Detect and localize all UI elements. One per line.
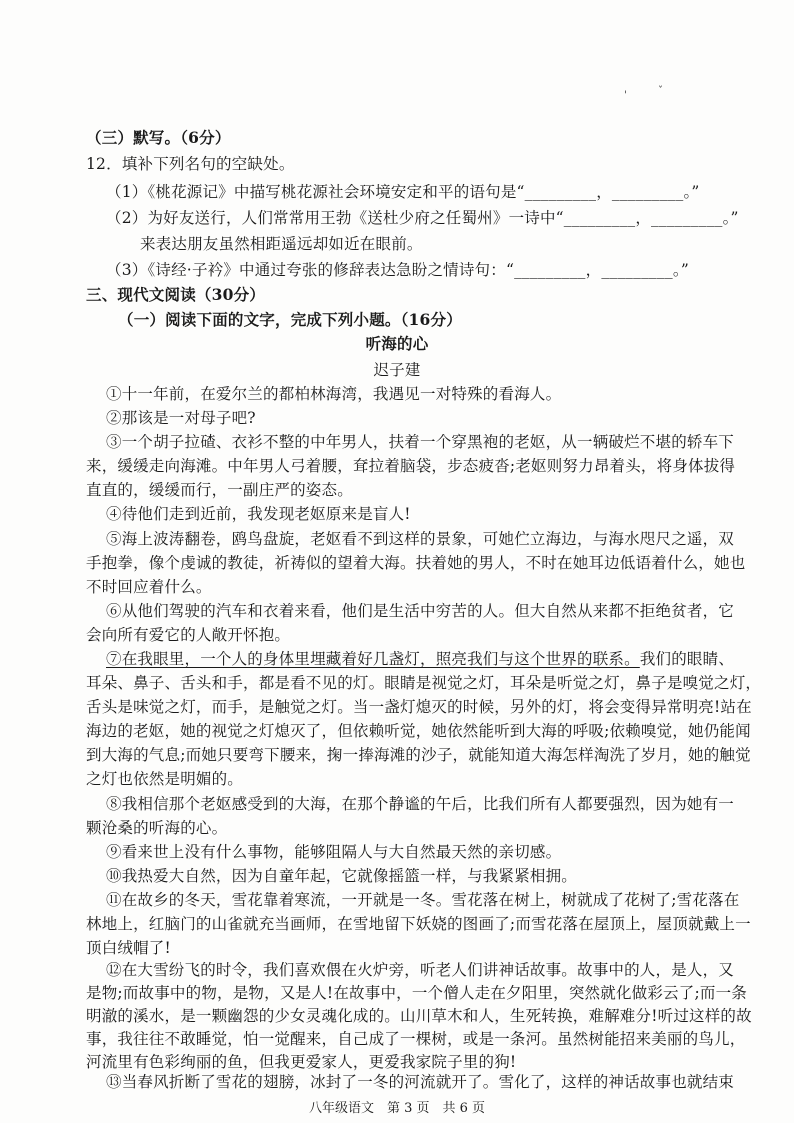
paragraph-12-line-1: ⑫在大雪纷飞的时令，我们喜欢偎在火炉旁，听老人们讲神话故事。故事中的人，是人，又: [106, 961, 735, 979]
paragraph-4-line-1: ④待他们走到近前，我发现老妪原来是盲人!: [106, 505, 411, 523]
paragraph-7-line-6: 之灯也依然是明媚的。: [86, 770, 244, 788]
paragraph-13-line-1: ⑬当春风折断了雪花的翅膀，冰封了一冬的河流就开了。雪化了，这样的神话故事也就结束: [106, 1073, 735, 1091]
page-footer: 八年级语文 第 3 页 共 6 页: [308, 1101, 486, 1116]
paragraph-8-line-1: ⑧我相信那个老妪感受到的大海，在那个静谧的午后，比我们所有人都要强烈，因为她有一: [106, 795, 735, 813]
paragraph-8-line-2: 颗沧桑的听海的心。: [86, 819, 228, 837]
paragraph-12-line-5: 河流里有色彩绚丽的鱼，但我更爱家人，更爱我家院子里的狗!: [86, 1053, 517, 1071]
subsection-heading-1: （一）阅读下面的文字，完成下列小题。（16分）: [118, 310, 462, 329]
paragraph-3-line-3: 直直的，缓缓而行，一副庄严的姿态。: [86, 481, 353, 499]
paragraph-7-line-1: [106, 649, 734, 669]
paragraph-6-line-1: ⑥从他们驾驶的汽车和衣着来看，他们是生活中穷苦的人。但大自然从来都不拒绝贫者，它: [106, 602, 735, 620]
paragraph-3-line-2: 来，缓缓走向海滩。中年男人弓着腰，耷拉着脑袋，步态疲沓;老妪则努力昂着头，将身体拔得: [86, 457, 736, 475]
question-12-item-2: （2）为好友送行，人们常常用王勃《送杜少府之任蜀州》一诗中“_________，_________。”: [106, 209, 739, 227]
paragraph-5-line-1: ⑤海上波涛翻卷，鸥鸟盘旋，老妪看不到这样的景象，可她伫立海边，与海水咫尺之遥，双: [106, 530, 735, 548]
question-12-item-1: （1）《桃花源记》中描写桃花源社会环境安定和平的语句是“_________，_________。”: [106, 183, 700, 201]
paragraph-7-line-5: 到大海的气息;而她只要弯下腰来，掬一捧海滩的沙子，就能知道大海怎样淘洗了岁月，她的触觉: [86, 746, 751, 764]
question-12-item-2-cont: 来表达朋友虽然相距遥远却如近在眼前。: [140, 235, 423, 253]
scan-mark-2: ˇ: [658, 86, 663, 97]
paragraph-1-line-1: ①十一年前，在爱尔兰的都柏林海湾，我遇见一对特殊的看海人。: [106, 385, 562, 403]
article-author: 迟子建: [373, 361, 421, 379]
paragraph-7-line-4: 海边的老妪，她的视觉之灯熄灭了，但依赖听觉，她依然能听到大海的呼吸;依赖嗅觉，她仍能闻: [86, 722, 751, 740]
paragraph-11-line-1: ⑪在故乡的冬天，雪花靠着寒流，一开就是一冬。雪花落在树上，树就成了花树了;雪花落在: [106, 891, 740, 909]
paragraph-5-line-2: 手抱拳，像个虔诚的教徒，祈祷似的望着大海。扶着她的男人，不时在她耳边低语着什么，她也: [86, 554, 746, 572]
paragraph-10-line-1: ⑩我热爱大自然，因为自童年起，它就像摇篮一样，与我紧紧相拥。: [106, 867, 578, 885]
paragraph-7-line-3: 舌头是味觉之灯，而手，是触觉之灯。当一盏灯熄灭的时候，另外的灯，将会变得异常明亮!站在: [86, 698, 752, 716]
paragraph-11-line-3: 顶白绒帽了!: [86, 939, 171, 957]
section-heading-dictation: （三）默写。（6分）: [86, 128, 231, 147]
paragraph-9-line-1: ⑨看来世上没有什么事物，能够阻隔人与大自然最天然的亲切感。: [106, 843, 562, 861]
paragraph-6-line-2: 会向所有爱它的人敞开怀抱。: [86, 626, 291, 644]
paragraph-2-line-1: ②那该是一对母子吧?: [106, 409, 256, 427]
question-12: 12．填补下列名句的空缺处。: [86, 155, 295, 173]
scan-mark-1: ': [624, 90, 627, 101]
paragraph-7-line-2: 耳朵、鼻子、舌头和手，都是看不见的灯。眼睛是视觉之灯，耳朵是听觉之灯，鼻子是嗅觉之灯，: [86, 674, 762, 692]
paragraph-3-line-1: ③一个胡子拉碴、衣衫不整的中年男人，扶着一个穿黑袍的老妪，从一辆破烂不堪的轿车下: [106, 433, 735, 451]
underlined-sentence: ⑦在我眼里，一个人的身体里埋藏着好几盏灯，照亮我们与这个世界的联系。: [106, 650, 640, 668]
paragraph-11-line-2: 林地上，红脑门的山雀就充当画师，在雪地留下妖娆的图画了;而雪花落在屋顶上，屋顶就戴上一: [86, 915, 751, 933]
article-title: 听海的心: [365, 335, 429, 353]
paragraph-12-line-4: 事，我往往不敢睡觉，怕一觉醒来，自己成了一棵树，或是一条河。虽然树能招来美丽的鸟儿，: [86, 1030, 746, 1048]
section-heading-reading: 三、现代文阅读（30分）: [86, 285, 265, 304]
paragraph-12-line-2: 是物;而故事中的物，是物，又是人!在故事中，一个僧人走在夕阳里，突然就化做彩云了;而一条: [86, 984, 747, 1002]
paragraph-7-line-1-rest: 我们的眼睛、: [639, 650, 735, 668]
question-12-item-3: （3）《诗经·子衿》中通过夸张的修辞表达急盼之情诗句：“_________，_________。”: [106, 261, 689, 279]
paragraph-12-line-3: 明澈的溪水，是一颗幽怨的少女灵魂化成的。山川草木和人，生死转换，难解难分!听过这样的故: [86, 1007, 752, 1025]
paragraph-5-line-3: 不时回应着什么。: [86, 578, 212, 596]
